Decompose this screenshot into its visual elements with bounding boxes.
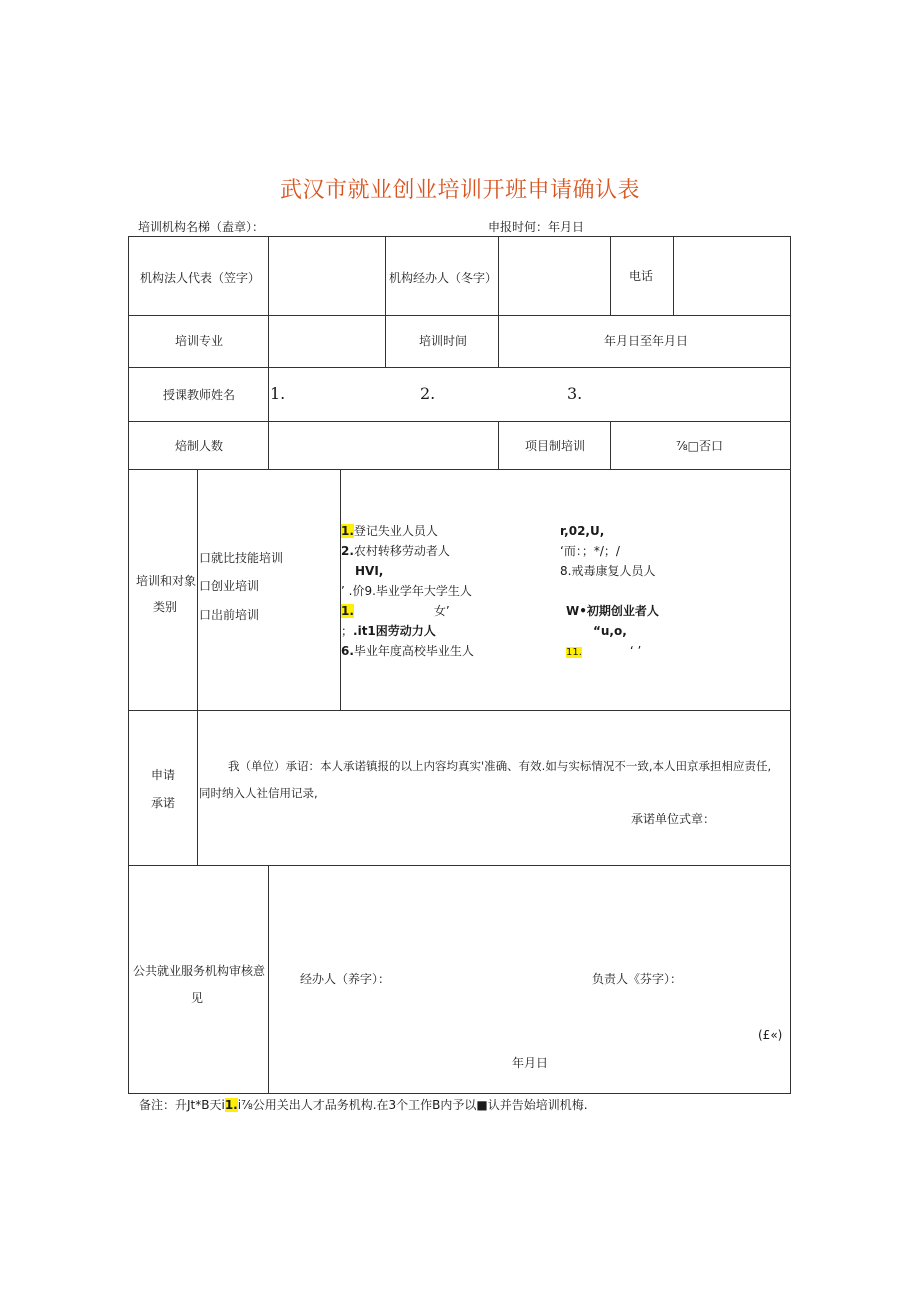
target-left-6: ；.it1困劳动力人	[341, 624, 436, 638]
target-right-4: W•初期创业者人	[566, 604, 659, 618]
reviewer-responsible: 负责人《芬字）：	[592, 972, 683, 986]
time-label: 培训时间	[419, 334, 468, 348]
legal-rep-field[interactable]	[269, 237, 385, 315]
teacher-3: 3.	[567, 384, 583, 403]
category-label-1: 培训和对象	[136, 574, 197, 588]
target-right-3: 8.戒毒康复人员人	[560, 564, 656, 578]
review-seal: (£«)	[758, 1028, 783, 1042]
major-field[interactable]	[269, 316, 385, 367]
major-label: 培训专业	[175, 334, 224, 348]
phone-label: 电话	[629, 269, 654, 283]
target-left-7: 6.毕业年度高校毕业生人	[341, 644, 474, 658]
handler-label: 机构经办人（冬字）	[389, 271, 498, 285]
handler-field[interactable]	[499, 237, 610, 315]
review-label-1: 公共就业服务机构审核意	[133, 964, 266, 978]
target-left-4: ’ .价9.毕业学年大学生人	[341, 584, 472, 598]
phone-field[interactable]	[674, 237, 790, 315]
org-name-label: 培训机构名梯（盍章）：	[138, 220, 265, 234]
target-right-1: r,02,U,	[560, 524, 605, 538]
promise-text-1: 我（单位）承诏：本人承诺镇报的以上内容均真实'准确、有效.如与实标情况不一致,本人田京承担相应责任,	[228, 759, 772, 773]
project-label: 项目制培训	[525, 439, 586, 453]
target-left-1: 1.登记失业人员人	[341, 524, 438, 538]
legal-rep-label: 机构法人代表（笠字）	[140, 271, 261, 285]
teacher-2: 2.	[420, 384, 436, 403]
reviewer-handler: 经办人（养字）：	[300, 972, 391, 986]
project-value[interactable]: ⅞□否口	[676, 439, 723, 453]
promise-text-2: 同时纳入人社信用记录,	[199, 786, 318, 800]
teachers-label: 授课教师姓名	[163, 388, 236, 402]
footnote: 备注：升Jt*B天i1.i⅞公用关出人才品务机构.在3个工作B内予以■认并告始培训机梅.	[139, 1098, 588, 1112]
target-left-2: 2.农村转移劳动者人	[341, 544, 450, 558]
target-left-3: HVI,	[355, 564, 384, 578]
page-title: 武汉市就业创业培训开班申请确认表	[279, 178, 640, 203]
promise-seal: 承诺单位式章：	[631, 812, 716, 826]
promise-label-1: 申请	[151, 768, 176, 782]
type-prejob-checkbox[interactable]: 口岀前培训	[199, 608, 260, 622]
target-right-2: ‘而：；*/；/	[560, 544, 620, 558]
target-right-5: “u,o,	[593, 624, 627, 638]
teacher-1: 1.	[270, 384, 286, 403]
report-time: 申报时何：年月日	[488, 220, 585, 234]
count-label: 焙制人数	[175, 439, 224, 453]
time-value: 年月日至年月日	[604, 334, 689, 348]
type-startup-checkbox[interactable]: 口创业培训	[199, 579, 260, 593]
review-label-2: 见	[191, 991, 204, 1005]
target-right-6: 11. ‘ ’	[566, 644, 642, 658]
review-date: 年月日	[512, 1056, 549, 1070]
promise-label-2: 承诺	[151, 796, 176, 810]
type-skill-checkbox[interactable]: 口就比技能培训	[199, 551, 284, 565]
target-left-5: 1. 女’	[341, 604, 450, 618]
count-field[interactable]	[269, 422, 498, 469]
category-label-2: 类别	[153, 600, 178, 614]
